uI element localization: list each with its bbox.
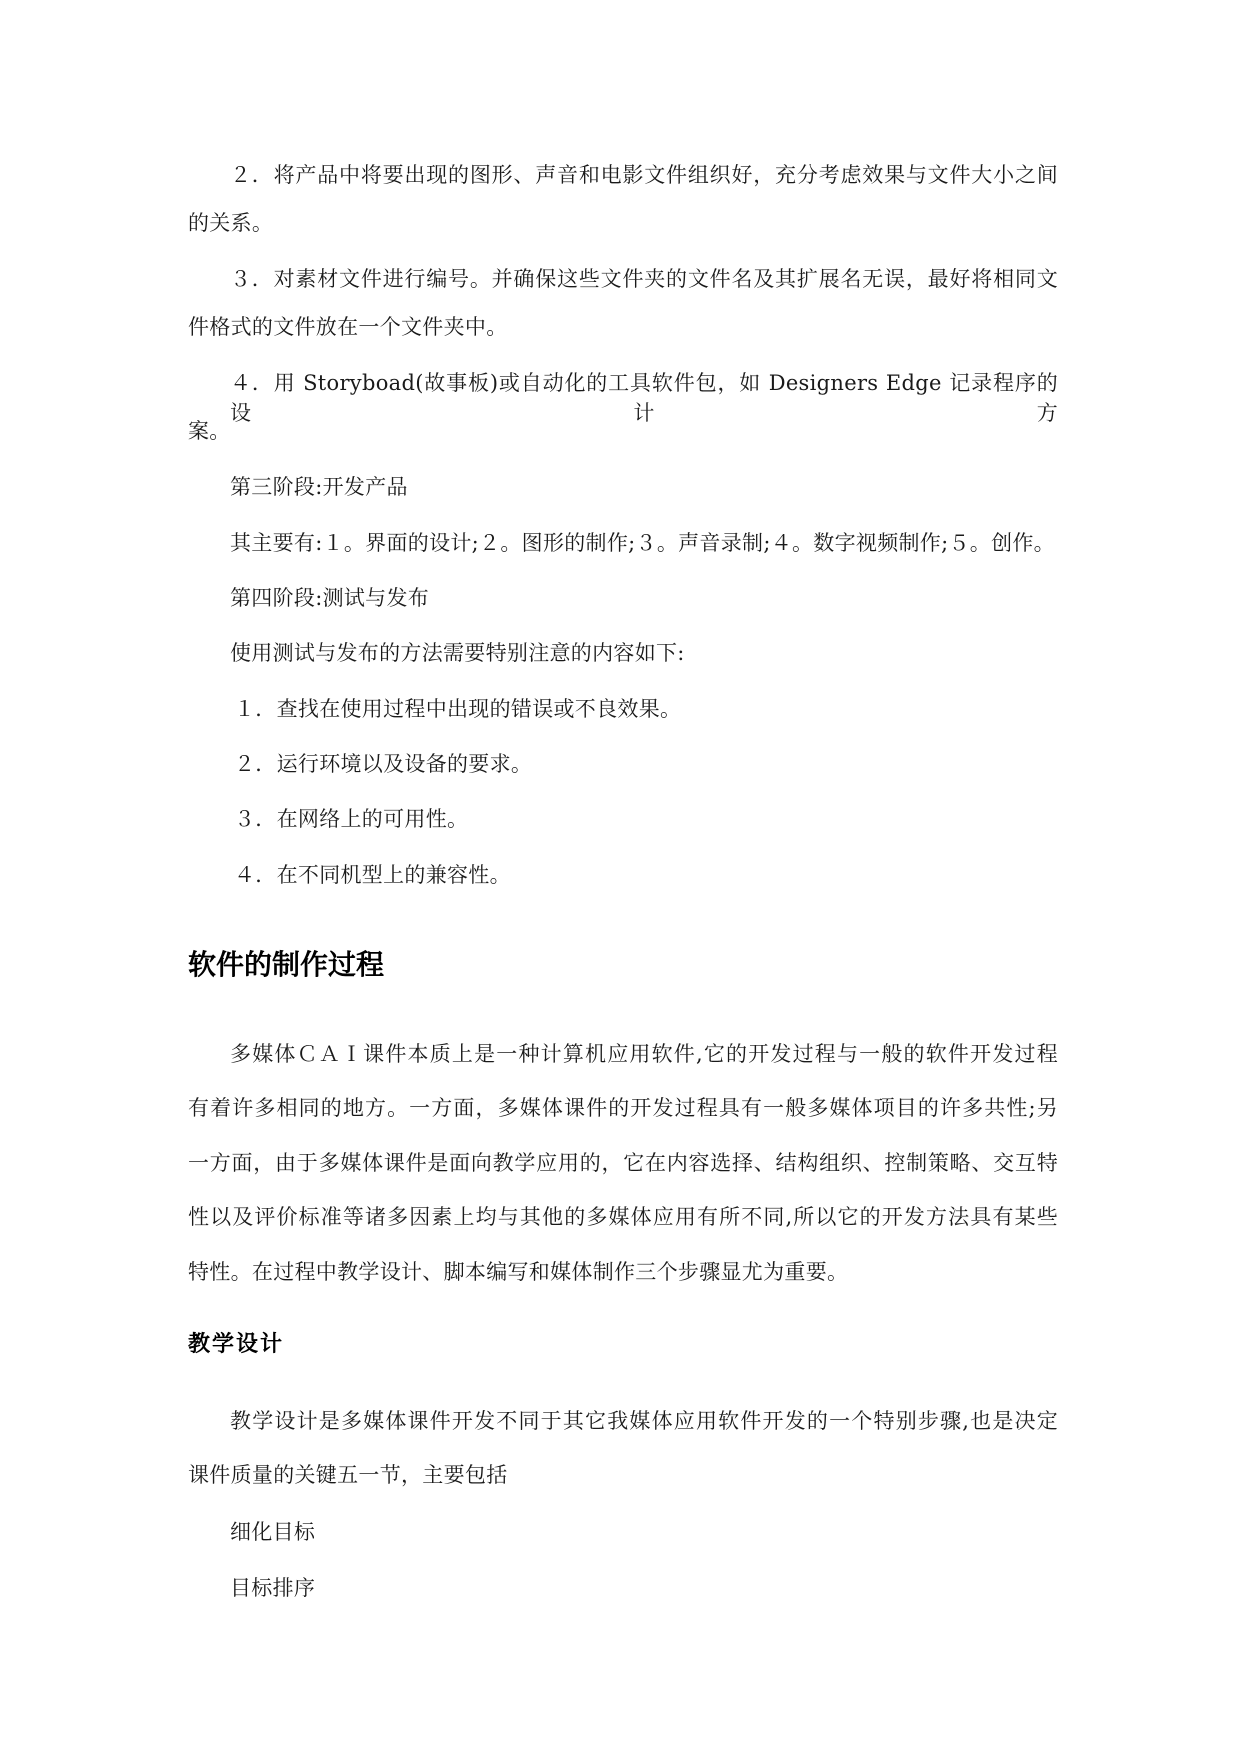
list-item: 目标排序: [230, 1576, 316, 1600]
list-item: 细化目标: [230, 1520, 316, 1544]
paragraph-line: 多媒体ＣＡＩ课件本质上是一种计算机应用软件,它的开发过程与一般的软件开发过程: [230, 1042, 1058, 1066]
paragraph-line: 一方面，由于多媒体课件是面向教学应用的，它在内容选择、结构组织、控制策略、交互特: [188, 1151, 1058, 1175]
section-heading: 软件的制作过程: [188, 948, 385, 981]
stage4-list-item: ３．在网络上的可用性。: [234, 807, 469, 831]
paragraph-line: 有着许多相同的地方。一方面，多媒体课件的开发过程具有一般多媒体项目的许多共性;另: [188, 1096, 1058, 1120]
stage4-list-item: ４．在不同机型上的兼容性。: [234, 863, 511, 887]
list-item-2-line-2: 的关系。: [188, 211, 274, 235]
stage3-title: 第三阶段:开发产品: [230, 475, 408, 499]
list-item-3-line-2: 件格式的文件放在一个文件夹中。: [188, 315, 508, 339]
stage4-intro: 使用测试与发布的方法需要特别注意的内容如下:: [230, 641, 685, 665]
stage4-title: 第四阶段:测试与发布: [230, 586, 430, 610]
list-item-4-line-2: 案。: [188, 419, 231, 443]
stage3-content: 其主要有:１。界面的设计;２。图形的制作;３。声音录制;４。数字视频制作;５。创作。: [230, 531, 1055, 555]
paragraph-line: 教学设计是多媒体课件开发不同于其它我媒体应用软件开发的一个特别步骤,也是决定: [230, 1409, 1058, 1433]
list-item-4-line-1: ４．用 Storyboad(故事板)或自动化的工具软件包，如 Designers Edge 记录程序的设计方: [230, 371, 1058, 425]
paragraph-line: 特性。在过程中教学设计、脚本编写和媒体制作三个步骤显尤为重要。: [188, 1260, 849, 1284]
stage4-list-item: １．查找在使用过程中出现的错误或不良效果。: [234, 697, 682, 721]
stage4-list-item: ２．运行环境以及设备的要求。: [234, 752, 533, 776]
list-item-3-line-1: ３．对素材文件进行编号。并确保这些文件夹的文件名及其扩展名无误，最好将相同文: [230, 267, 1058, 291]
paragraph-line: 性以及评价标准等诸多因素上均与其他的多媒体应用有所不同,所以它的开发方法具有某些: [188, 1205, 1058, 1229]
subsection-heading: 教学设计: [188, 1332, 285, 1357]
paragraph-line: 课件质量的关键五一节，主要包括: [188, 1463, 508, 1487]
list-item-2-line-1: ２．将产品中将要出现的图形、声音和电影文件组织好，充分考虑效果与文件大小之间: [230, 163, 1058, 187]
